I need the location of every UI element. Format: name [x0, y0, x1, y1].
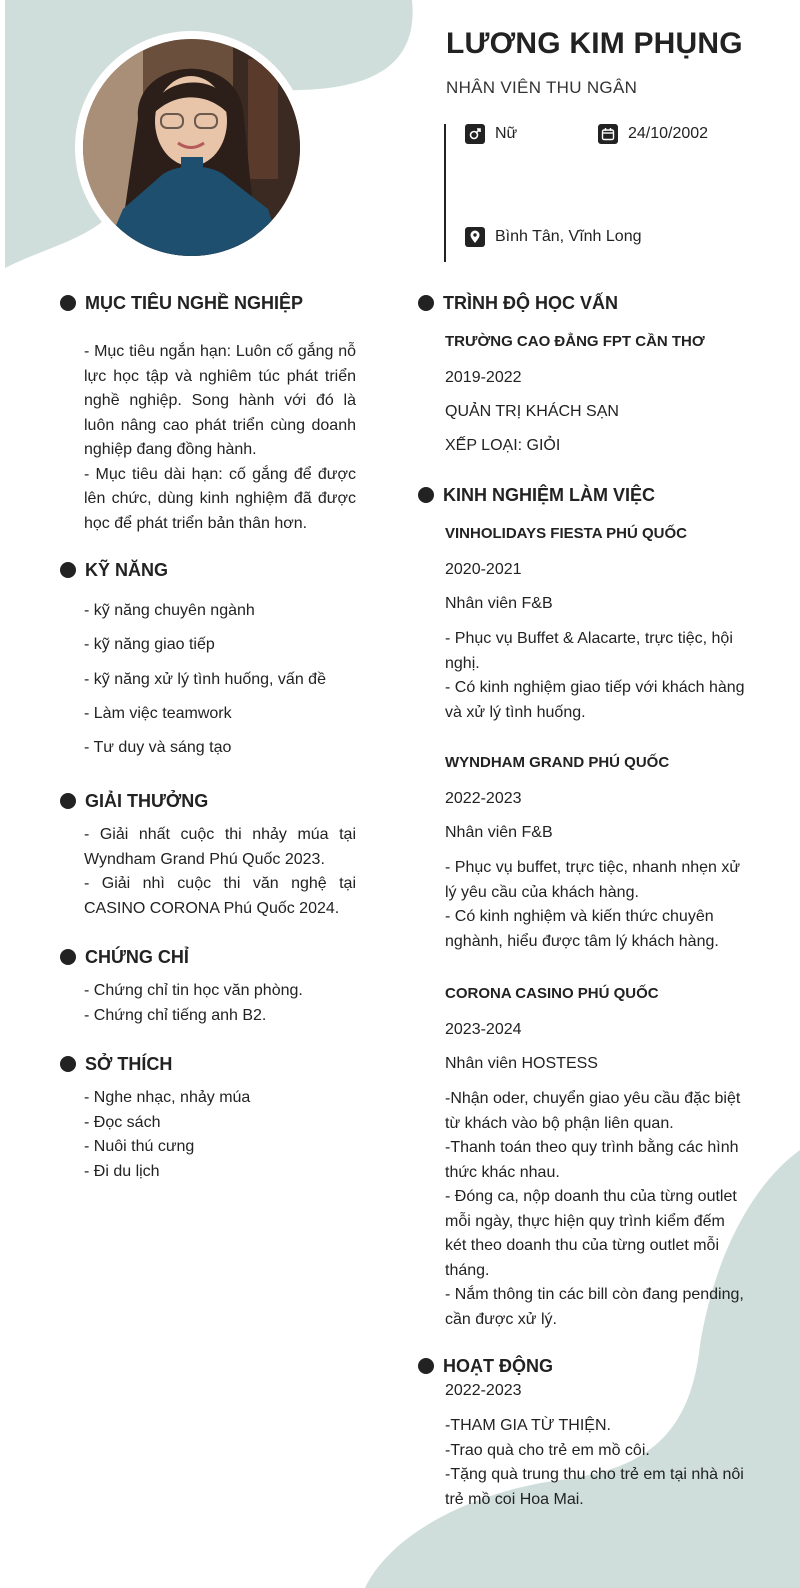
- calendar-icon: [598, 124, 618, 144]
- job-detail: - Có kinh nghiệm giao tiếp với khách hàng và xử lý tình huống.: [445, 679, 745, 721]
- hobbies-heading: SỞ THÍCH: [60, 1052, 172, 1076]
- job-company: WYNDHAM GRAND PHÚ QUỐC: [445, 754, 670, 771]
- school-name: TRƯỜNG CAO ĐẲNG FPT CẦN THƠ: [445, 333, 705, 350]
- list-item: - Giải nhất cuộc thi nhảy múa tại Wyndham Grand Phú Quốc 2023.: [84, 826, 356, 868]
- experience-section: [418, 483, 655, 507]
- objective-section: [60, 291, 303, 315]
- education-major: QUẢN TRỊ KHÁCH SẠN: [445, 403, 619, 420]
- hobbies-list: [84, 1086, 250, 1184]
- bullet-dot: [418, 487, 434, 503]
- list-item: - Đọc sách: [84, 1113, 161, 1131]
- job-detail: - Đóng ca, nộp doanh thu của từng outlet mỗi ngày, thực hiện quy trình kiểm đếm két theo doanh thu của từng outlet mỗi tháng.: [445, 1188, 737, 1279]
- job-detail: -Nhận oder, chuyển giao yêu cầu đặc biệt từ khách vào bộ phận liên quan.: [445, 1090, 741, 1132]
- objective-text: [84, 340, 356, 536]
- list-item: - Đi du lịch: [84, 1162, 160, 1180]
- education-section: [418, 291, 618, 315]
- bullet-dot: [60, 562, 76, 578]
- job-years: 2020-2021: [445, 561, 522, 578]
- activities-section: [418, 1354, 553, 1378]
- list-item: - kỹ năng giao tiếp: [84, 636, 215, 654]
- gender-info: [465, 124, 517, 144]
- location-pin-icon: [465, 227, 485, 247]
- gender-value: Nữ: [495, 125, 518, 142]
- birthday-value: 24/10/2002: [628, 125, 709, 142]
- list-item: -THAM GIA TỪ THIỆN.: [445, 1417, 611, 1434]
- awards-list: [84, 823, 356, 921]
- bullet-dot: [418, 295, 434, 311]
- objective-heading: MỤC TIÊU NGHỀ NGHIỆP: [60, 291, 303, 315]
- list-item: -Tặng quà trung thu cho trẻ em tại nhà nôi trẻ mồ coi Hoa Mai.: [445, 1466, 744, 1508]
- bullet-dot: [60, 1056, 76, 1072]
- job-detail: - Phục vụ Buffet & Alacarte, trực tiệc, hội nghị.: [445, 630, 733, 672]
- objective-line: - Mục tiêu ngắn hạn: Luôn cố gắng nỗ lực học tập và nghiêm túc phát triển nghề nghiệp. Song hành với đó là luôn nâng cao phát triển cùng doanh nghiệp đang đồng hành.: [84, 343, 356, 458]
- job-detail: -Thanh toán theo quy trình bằng các hình thức khác nhau.: [445, 1139, 739, 1181]
- info-divider: [444, 124, 446, 262]
- certificates-section: [60, 945, 189, 969]
- address-info: [465, 227, 641, 247]
- job-title: NHÂN VIÊN THU NGÂN: [446, 78, 638, 97]
- gender-icon: [465, 124, 485, 144]
- certificates-heading: CHỨNG CHỈ: [60, 945, 189, 969]
- avatar: [83, 39, 300, 256]
- bullet-dot: [60, 295, 76, 311]
- job-years: 2023-2024: [445, 1021, 522, 1038]
- skills-list: [84, 594, 326, 765]
- awards-section: [60, 789, 208, 813]
- job-details: [445, 856, 745, 954]
- list-item: -Trao quà cho trẻ em mồ côi.: [445, 1441, 650, 1459]
- list-item: - Làm việc teamwork: [84, 704, 232, 722]
- list-item: - kỹ năng xử lý tình huống, vấn đề: [84, 670, 326, 688]
- bullet-dot: [60, 949, 76, 965]
- activities-years: 2022-2023: [445, 1382, 522, 1399]
- job-company: CORONA CASINO PHÚ QUỐC: [445, 985, 659, 1002]
- list-item: - kỹ năng chuyên ngành: [84, 602, 255, 619]
- job-detail: - Nắm thông tin các bill còn đang pending, cần được xử lý.: [445, 1286, 744, 1328]
- activities-heading: HOẠT ĐỘNG: [418, 1354, 553, 1378]
- job-role: Nhân viên HOSTESS: [445, 1055, 598, 1072]
- job-company: VINHOLIDAYS FIESTA PHÚ QUỐC: [445, 525, 687, 542]
- list-item: - Nuôi thú cưng: [84, 1138, 195, 1155]
- job-years: 2022-2023: [445, 790, 522, 807]
- education-heading: TRÌNH ĐỘ HỌC VẤN: [418, 291, 618, 315]
- experience-heading: KINH NGHIỆM LÀM VIỆC: [418, 483, 655, 507]
- job-detail: - Phục vụ buffet, trực tiệc, nhanh nhẹn xử lý yêu cầu của khách hàng.: [445, 859, 741, 901]
- education-grade: XẾP LOẠI: GIỎI: [445, 437, 561, 454]
- birthday-info: [598, 124, 708, 144]
- awards-heading: GIẢI THƯỞNG: [60, 789, 208, 813]
- skills-heading: KỸ NĂNG: [60, 558, 168, 582]
- hobbies-section: [60, 1052, 172, 1076]
- activities-list: [445, 1414, 745, 1512]
- list-item: - Chứng chỉ tiếng anh B2.: [84, 1006, 267, 1024]
- skills-section: [60, 558, 168, 582]
- bullet-dot: [418, 1358, 434, 1374]
- address-value: Bình Tân, Vĩnh Long: [495, 228, 642, 245]
- job-role: Nhân viên F&B: [445, 824, 553, 841]
- certificates-list: [84, 979, 303, 1028]
- list-item: - Nghe nhạc, nhảy múa: [84, 1089, 251, 1106]
- list-item: - Tư duy và sáng tạo: [84, 739, 232, 757]
- job-details: [445, 627, 765, 725]
- bullet-dot: [60, 793, 76, 809]
- list-item: - Giải nhì cuộc thi văn nghệ tại CASINO CORONA Phú Quốc 2024.: [84, 875, 356, 917]
- job-detail: - Có kinh nghiệm và kiến thức chuyên nghành, hiểu được tâm lý khách hàng.: [445, 908, 719, 950]
- candidate-name: LƯƠNG KIM PHỤNG: [446, 27, 743, 60]
- job-role: Nhân viên F&B: [445, 595, 553, 612]
- list-item: - Chứng chỉ tin học văn phòng.: [84, 982, 303, 999]
- job-details: [445, 1087, 745, 1332]
- education-years: 2019-2022: [445, 369, 522, 386]
- objective-line: - Mục tiêu dài hạn: cố gắng để được lên chức, dùng kinh nghiệm đã được học để phát triển bản thân hơn.: [84, 465, 356, 532]
